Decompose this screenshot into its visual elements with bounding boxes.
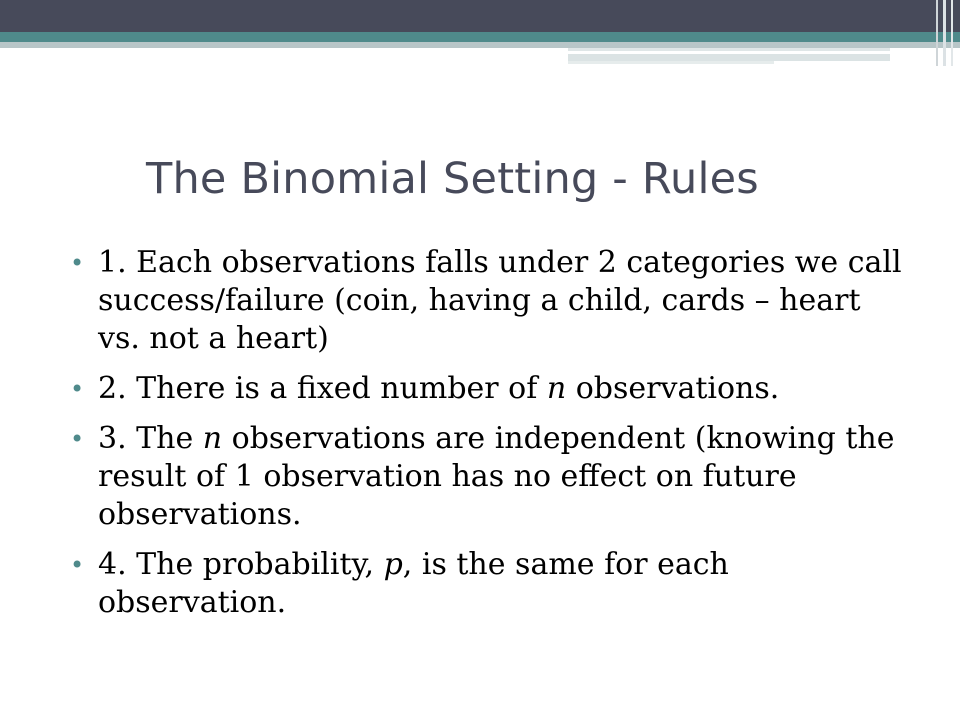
rule-item-4 (70, 546, 908, 622)
header-accent-line (568, 61, 774, 64)
rules-list (70, 244, 908, 622)
rule-item-2 (70, 370, 908, 408)
rule-variable: n (202, 421, 223, 456)
rule-text-suffix: , is the same for each observation. (98, 547, 729, 620)
edge-line (951, 0, 953, 66)
bullet-icon: • (70, 551, 85, 579)
rule-variable: n (546, 371, 567, 406)
rule-text-prefix: 4. The probability, (98, 547, 384, 582)
header-accent-line (568, 48, 890, 51)
rule-text-suffix: observations are independent (knowing the result of 1 observation has no effect on future observations. (98, 421, 895, 532)
rule-item-1 (70, 244, 908, 358)
rule-variable: p (383, 547, 403, 582)
rule-text: 1. Each observations falls under 2 categories we call success/failure (coin, having a child, cards – heart vs. not a heart) (98, 245, 902, 356)
bullet-icon: • (70, 425, 85, 453)
slide-title: The Binomial Setting - Rules (146, 154, 759, 204)
rule-item-3 (70, 420, 908, 534)
header-edge-lines (930, 0, 960, 66)
header-teal-band (0, 32, 960, 42)
header-dark-band (0, 0, 960, 32)
edge-line (943, 0, 946, 66)
rule-text-prefix: 2. There is a fixed number of (98, 371, 547, 406)
rule-text-suffix: observations. (566, 371, 780, 406)
rule-text-prefix: 3. The (98, 421, 203, 456)
bullet-icon: • (70, 375, 85, 403)
bullet-icon: • (70, 249, 85, 277)
header-accent-line (568, 54, 890, 61)
edge-line (936, 0, 938, 66)
